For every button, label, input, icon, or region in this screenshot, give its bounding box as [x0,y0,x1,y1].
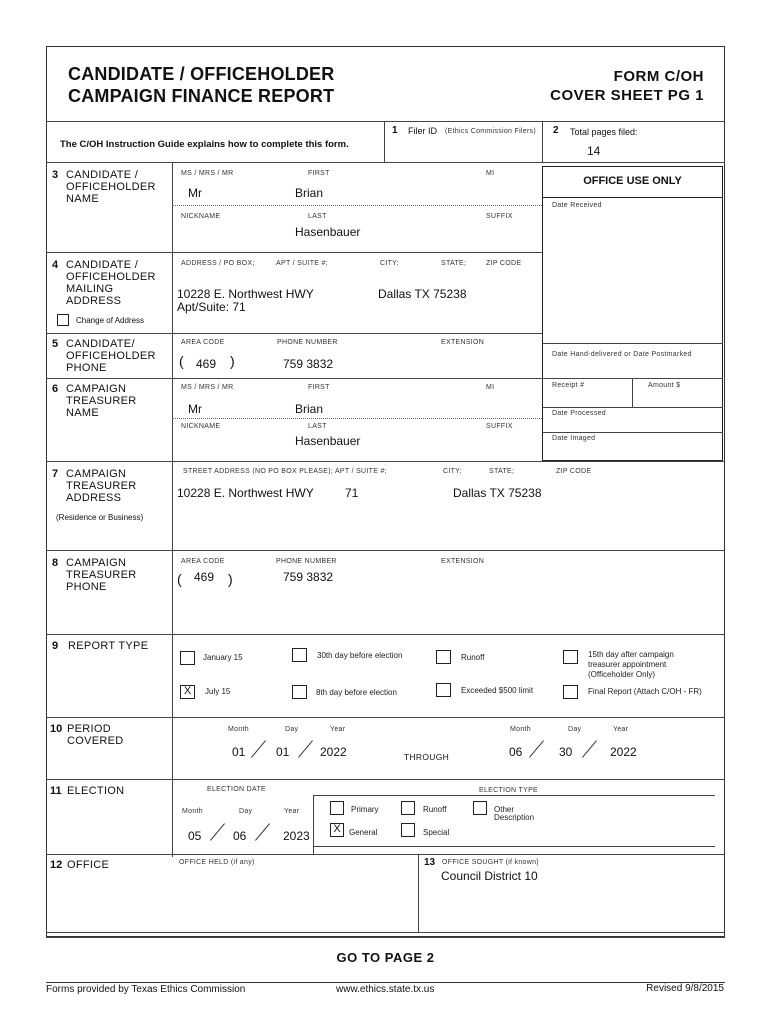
15th-day-checkbox[interactable] [563,650,578,664]
section-6-label: CAMPAIGN TREASURER NAME [66,383,137,419]
section-12-number: 12 [50,859,63,871]
paren-close: ) [228,571,233,587]
through-label: THROUGH [404,752,450,762]
special-checkbox[interactable] [401,823,415,837]
dotted-divider [172,205,542,206]
15th-day-label: 15th day after campaign treasurer appointment (Officeholder Only) [588,650,674,679]
30th-day-checkbox[interactable] [292,648,307,662]
footer-url[interactable]: www.ethics.state.tx.us [336,984,435,995]
election-month-label: Month [182,808,203,815]
candidate-city-state-zip[interactable]: Dallas TX 75238 [378,287,467,301]
paren-open: ( [179,353,184,369]
election-year-label: Year [284,808,300,815]
divider [46,854,725,855]
address-label: ADDRESS / PO BOX; [181,260,255,267]
section-11-label: ELECTION [67,785,125,797]
final-report-checkbox[interactable] [563,685,578,699]
divider [46,779,725,780]
period-from-month[interactable]: 01 [232,745,246,759]
change-of-address-label: Change of Address [76,316,145,325]
state-label: STATE; [489,468,515,475]
divider [46,932,725,933]
8th-day-checkbox[interactable] [292,685,307,699]
election-day[interactable]: 06 [233,829,247,843]
prefix-label: MS / MRS / MR [181,170,234,177]
divider [46,121,725,122]
runoff-label: Runoff [461,653,485,662]
treasurer-prefix[interactable]: Mr [188,402,202,416]
period-to-month[interactable]: 06 [509,745,523,759]
section-4-number: 4 [52,259,59,271]
january-15-checkbox[interactable] [180,651,195,665]
treasurer-city-state-zip[interactable]: Dallas TX 75238 [453,486,542,500]
from-month-label: Month [228,726,249,733]
30th-day-label: 30th day before election [317,651,403,660]
election-date-label: ELECTION DATE [207,786,267,793]
8th-day-label: 8th day before election [316,688,397,697]
july-15-label: July 15 [205,687,231,696]
area-code-label: AREA CODE [181,558,225,565]
other-checkbox[interactable] [473,801,487,815]
period-from-day[interactable]: 01 [276,745,290,759]
from-year-label: Year [330,726,346,733]
general-label: General [349,828,378,837]
section-8-number: 8 [52,557,59,569]
election-year[interactable]: 2023 [283,829,310,843]
office-sought-value[interactable]: Council District 10 [441,869,538,883]
section-11-number: 11 [50,785,62,797]
section-3-label: CANDIDATE / OFFICEHOLDER NAME [66,169,156,205]
runoff-checkbox[interactable] [436,650,451,664]
extension-label: EXTENSION [441,558,485,565]
treasurer-phone[interactable]: 759 3832 [283,570,334,584]
office-use-title: OFFICE USE ONLY [542,166,723,198]
treasurer-address[interactable]: 10228 E. Northwest HWY [177,486,314,500]
filer-id-label: Filer ID [408,126,437,136]
primary-checkbox[interactable] [330,801,344,815]
divider [46,378,542,379]
election-month[interactable]: 05 [188,829,202,843]
section-9-number: 9 [52,640,59,652]
section-4-label: CANDIDATE / OFFICEHOLDER MAILING ADDRESS [66,259,156,307]
candidate-phone[interactable]: 759 3832 [283,357,334,371]
section-10-label: PERIOD COVERED [67,723,124,747]
section-7-label: CAMPAIGN TREASURER ADDRESS [66,468,137,504]
section-9-label: REPORT TYPE [68,640,149,652]
candidate-apt[interactable]: Apt/Suite: 71 [177,300,246,314]
candidate-prefix[interactable]: Mr [188,186,202,200]
date-received-label: Date Received [552,202,602,209]
extension-label: EXTENSION [441,339,485,346]
date-processed-label: Date Processed [552,410,607,417]
candidate-first-name[interactable]: Brian [295,186,324,200]
divider [46,333,542,334]
section-7-number: 7 [52,468,59,480]
treasurer-first-name[interactable]: Brian [295,402,324,416]
office-sought-label: OFFICE SOUGHT (if known) [442,859,539,866]
apt-label: APT / SUITE #; [276,260,328,267]
mi-label: MI [486,384,495,391]
footer-divider [46,982,725,983]
office-held-label: OFFICE HELD (if any) [179,859,255,866]
other-label: Other Description [494,805,535,822]
form-title-line1: CANDIDATE / OFFICEHOLDER [68,64,335,84]
section-8-label: CAMPAIGN TREASURER PHONE [66,557,137,593]
section-3-number: 3 [52,169,59,181]
candidate-area-code[interactable]: 469 [196,357,217,371]
last-label: LAST [308,213,327,220]
period-from-year[interactable]: 2022 [320,745,347,759]
primary-label: Primary [351,805,379,814]
section-10-number: 10 [50,723,63,735]
to-month-label: Month [510,726,531,733]
filer-id-note: (Ethics Commission Filers) [445,128,537,135]
nickname-label: NICKNAME [181,423,221,430]
candidate-address[interactable]: 10228 E. Northwest HWY [177,287,314,301]
section-6-number: 6 [52,383,59,395]
divider [542,121,543,162]
treasurer-apt[interactable]: 71 [345,486,359,500]
divider [313,795,715,796]
date-hand-delivered-label: Date Hand-delivered or Date Postmarked [552,351,692,358]
form-id: FORM C/OH [613,68,704,85]
to-day-label: Day [568,726,582,733]
election-day-label: Day [239,808,253,815]
street-address-label: STREET ADDRESS (NO PO BOX PLEASE); APT / SUITE #; [183,468,387,475]
period-to-day[interactable]: 30 [559,745,573,759]
pages-value[interactable]: 14 [587,144,601,158]
july-15-checkbox[interactable]: X [180,685,195,699]
label-column-divider [172,162,173,857]
divider [542,407,723,408]
general-checkbox[interactable]: X [330,823,344,837]
date-imaged-label: Date Imaged [552,435,596,442]
treasurer-last-name[interactable]: Hasenbauer [295,434,361,448]
zip-label: ZIP CODE [556,468,592,475]
phone-number-label: PHONE NUMBER [276,558,337,565]
amount-label: Amount $ [648,382,681,389]
final-report-label: Final Report (Attach C/OH - FR) [588,687,702,696]
divider [46,937,725,938]
special-label: Special [423,828,450,837]
pages-label: Total pages filed: [570,127,638,137]
divider [542,432,723,433]
divider [384,121,385,162]
last-label: LAST [308,423,327,430]
exceeded-limit-checkbox[interactable] [436,683,451,697]
treasurer-area-code[interactable]: 469 [194,570,215,584]
divider [46,634,725,635]
period-to-year[interactable]: 2022 [610,745,637,759]
first-label: FIRST [308,170,330,177]
residence-or-business-note: (Residence or Business) [56,513,144,522]
city-label: CITY; [443,468,462,475]
footer-provided-by: Forms provided by Texas Ethics Commission [46,984,246,995]
pages-number: 2 [553,125,559,136]
candidate-last-name[interactable]: Hasenbauer [295,225,361,239]
footer-revised: Revised 9/8/2015 [646,983,724,994]
divider [46,252,542,253]
paren-close: ) [230,353,235,369]
exceeded-limit-label: Exceeded $500 limit [461,686,534,695]
section-13-number: 13 [424,857,436,868]
to-year-label: Year [613,726,629,733]
divider [632,378,633,407]
paren-open: ( [177,571,182,587]
phone-number-label: PHONE NUMBER [277,339,338,346]
divider [418,854,419,932]
divider [46,717,725,718]
suffix-label: SUFFIX [486,213,513,220]
divider [46,461,725,462]
divider [46,162,725,163]
area-code-label: AREA CODE [181,339,225,346]
zip-label: ZIP CODE [486,260,522,267]
mi-label: MI [486,170,495,177]
go-to-page-2: GO TO PAGE 2 [336,950,435,965]
section-12-label: OFFICE [67,859,110,871]
state-label: STATE; [441,260,467,267]
divider [46,550,725,551]
receipt-label: Receipt # [552,382,585,389]
suffix-label: SUFFIX [486,423,513,430]
section-5-label: CANDIDATE/ OFFICEHOLDER PHONE [66,338,156,374]
section-5-number: 5 [52,338,59,350]
nickname-label: NICKNAME [181,213,221,220]
prefix-label: MS / MRS / MR [181,384,234,391]
change-of-address-checkbox[interactable] [57,314,69,326]
form-title-line2: CAMPAIGN FINANCE REPORT [68,86,335,106]
divider [313,846,715,847]
instruction-text: The C/OH Instruction Guide explains how to complete this form. [60,139,349,150]
january-15-label: January 15 [203,653,243,662]
first-label: FIRST [308,384,330,391]
divider [542,343,723,344]
dotted-divider [172,418,542,419]
filer-id-number: 1 [392,125,398,136]
form-subtitle: COVER SHEET PG 1 [550,87,704,104]
from-day-label: Day [285,726,299,733]
election-type-label: ELECTION TYPE [479,787,539,794]
runoff-election-label: Runoff [423,805,447,814]
runoff-election-checkbox[interactable] [401,801,415,815]
city-label: CITY; [380,260,399,267]
